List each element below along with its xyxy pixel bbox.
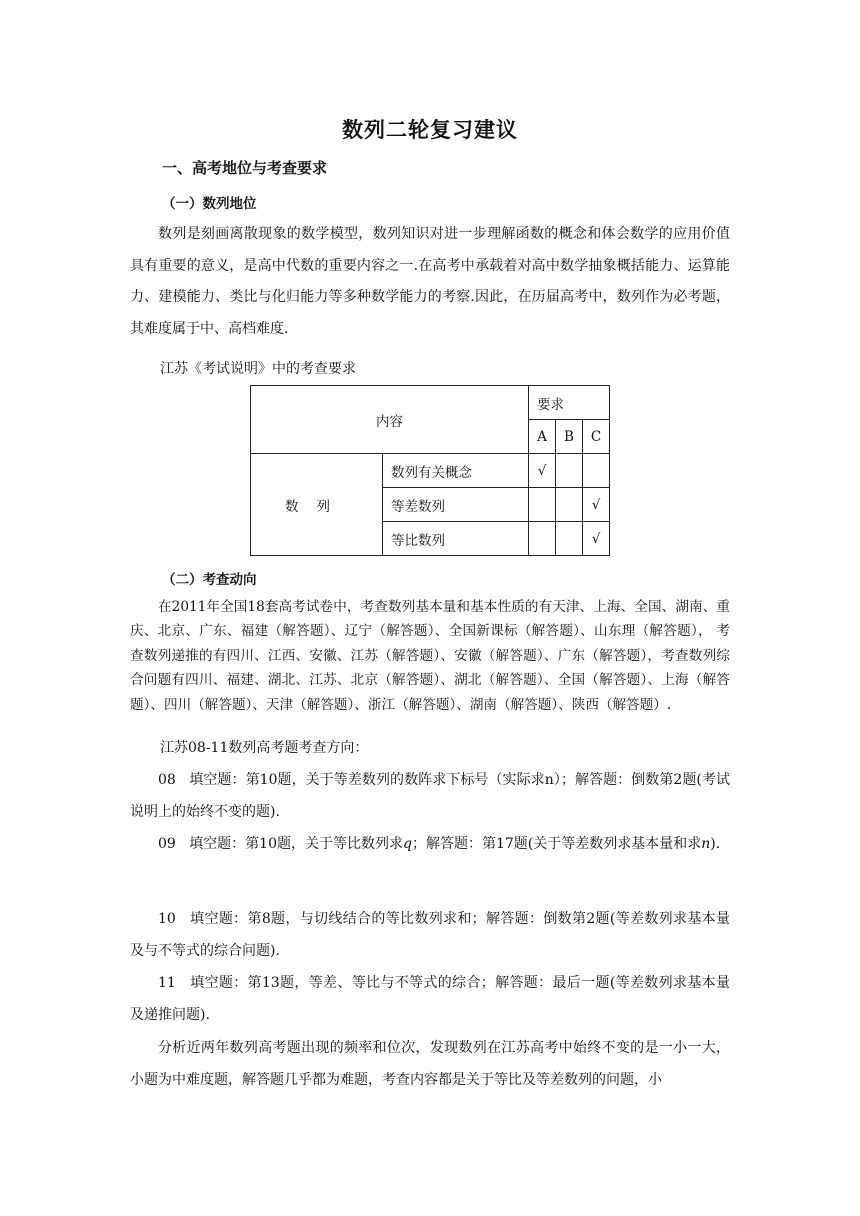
year-detail: 填空题：第13题，等差、等比与不等式的综合；解答题：最后一题(等差数列求基本量及递推问题). <box>130 975 730 1023</box>
row-mark <box>556 522 583 556</box>
row-item: 等比数列 <box>383 522 529 556</box>
level-c: C <box>583 420 610 454</box>
level-a: A <box>529 420 556 454</box>
row-item: 等差数列 <box>383 488 529 522</box>
row-mark: √ <box>583 488 610 522</box>
year-label: 10 <box>158 911 176 927</box>
table-caption: 江苏《考试说明》中的考查要求 <box>160 361 356 377</box>
variable-q: q <box>403 836 412 852</box>
table-header-requirement: 要求 <box>529 386 610 420</box>
subsection-heading-trends: （二）考查动向 <box>162 572 257 588</box>
year-label: 09 <box>158 836 176 852</box>
year-detail: 填空题：第10题，关于等差数列的数阵求下标号（实际求n）；解答题：倒数第2题(考试说明上的始终不变的题). <box>130 772 730 820</box>
paragraph-analysis: 分析近两年数列高考题出现的频率和位次，发现数列在江苏高考中始终不变的是一小一大，小题为中难度题，解答题几乎都为难题，考查内容都是关于等比及等差数列的问题，小 <box>130 1040 730 1088</box>
year-label: 11 <box>158 975 176 991</box>
paragraph-trends: 在2011年全国18套高考试卷中，考查数列基本量和基本性质的有天津、上海、全国、湖南、重庆、北京、广东、福建（解答题）、辽宁（解答题）、全国新课标（解答题）、山东理（解答题）， 考查数列递推的有四川、江西、安徽、江苏（解答题）、安徽（解答题）、广东（解答题），考查数列综合问题有四川、福建、湖北、江苏、北京（解答题）、湖北（解答题）、全国（解答题）、上海（解答题）、四川（解答题）、天津（解答题）、浙江（解答题）、湖南（解答题）、陕西（解答题）. <box>130 599 730 713</box>
paragraph-2008 <box>130 765 730 828</box>
paragraph-status: 数列是刻画离散现象的数学模型，数列知识对进一步理解函数的概念和体会数学的应用价值具有重要的意义，是高中代数的重要内容之一.在高考中承载着对高中数学抽象概括能力、运算能力、建模能力、类比与化归能力等多种数学能力的考察.因此，在历届高考中，数列作为必考题，其难度属于中、高档难度. <box>130 226 730 337</box>
table-header-content: 内容 <box>251 386 529 454</box>
section-heading-exam-status: 一、高考地位与考查要求 <box>162 159 328 177</box>
paragraph-2011 <box>130 968 730 1031</box>
row-mark: √ <box>583 522 610 556</box>
row-item: 数列有关概念 <box>383 454 529 488</box>
variable-n: n <box>701 836 711 852</box>
year-detail: 填空题：第10题，关于等比数列求 <box>189 836 404 852</box>
paragraph-2009 <box>130 829 730 861</box>
subsection-heading-status: （一）数列地位 <box>162 196 257 212</box>
level-b: B <box>556 420 583 454</box>
jiangsu-caption: 江苏08-11数列高考题考查方向： <box>160 740 369 756</box>
table-row <box>251 454 610 488</box>
year-detail: ). <box>710 836 721 852</box>
row-mark: √ <box>529 454 556 488</box>
page-title: 数列二轮复习建议 <box>342 118 518 142</box>
year-label: 08 <box>158 772 176 788</box>
category-cell: 数列 <box>251 454 383 556</box>
row-mark <box>529 488 556 522</box>
row-mark <box>529 522 556 556</box>
paragraph-2010 <box>130 904 730 967</box>
row-mark <box>556 454 583 488</box>
row-mark <box>556 488 583 522</box>
year-detail: ；解答题：第17题(关于等差数列求基本量和求 <box>411 836 702 852</box>
year-detail: 填空题：第8题，与切线结合的等比数列求和；解答题：倒数第2题(等差数列求基本量及与不等式的综合问题). <box>130 911 730 959</box>
row-mark <box>583 454 610 488</box>
requirements-table <box>250 385 610 556</box>
